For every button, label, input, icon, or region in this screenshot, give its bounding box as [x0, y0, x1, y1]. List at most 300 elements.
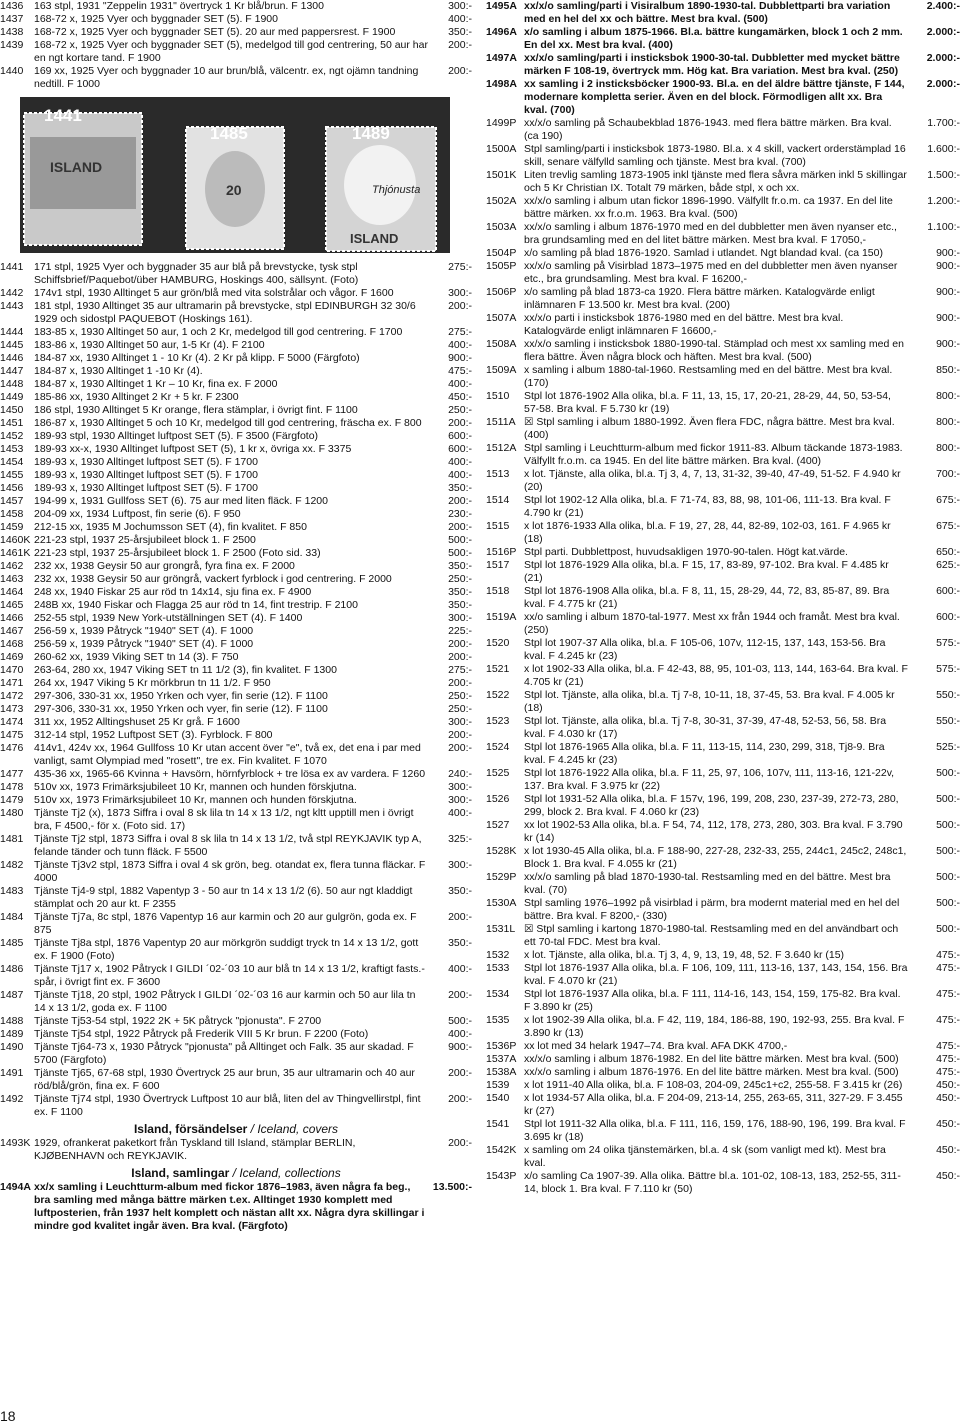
lot-row — [486, 1053, 960, 1066]
lot-description: Stpl lot 1876-1937 Alla olika, bl.a. F 111, 114-16, 143, 154, 159, 175-82. Bra kval. F 3.890 kr (25) — [524, 988, 901, 1013]
lot-description: Stpl lot 1902-12 Alla olika, bl.a. F 71-74, 83, 88, 98, 101-06, 111-13. Bra kval. F 4.790 kr (21) — [524, 494, 891, 519]
lot-description: x samling om 24 olika tjänstemärken, bl.a. 4 sk (som vanligt med kt). Mest bra kval. — [524, 1144, 886, 1169]
lot-price: 475:- — [448, 365, 472, 377]
lot-price: 300:- — [448, 0, 472, 12]
lot-price: 550:- — [936, 689, 960, 701]
lot-description: xx/o samling i album 1870-tal-1977. Mest xx från 1944 och framåt. Mest bra kval. (250) — [524, 611, 900, 636]
lot-row — [486, 442, 960, 468]
lot-price: 650:- — [936, 546, 960, 558]
lot-description: x/o samling i album 1875-1966. Bl.a. bättre kungamärken, block 1 och 2 mm. En del xx. Mest bra kval. (400) — [524, 26, 903, 51]
lot-number: 1467 — [0, 625, 24, 637]
lot-description: 248 xx, 1940 Fiskar 25 aur röd tn 14x14, sju fina ex. F 4900 — [34, 586, 312, 598]
lot-number: 1535 — [486, 1014, 510, 1026]
lot-number: 1474 — [0, 716, 24, 728]
lot-description: Tjänste Tj64-73 x, 1930 Påtryck "pjonusta" på Alltinget och Falk. 35 aur skadad. F 5700 (Färgfoto) — [34, 1041, 414, 1066]
lot-price: 250:- — [448, 404, 472, 416]
lot-row — [486, 195, 960, 221]
lot-number: 1512A — [486, 442, 517, 454]
lot-price: 900:- — [936, 286, 960, 298]
lot-price: 200:- — [448, 651, 472, 663]
lot-price: 200:- — [448, 417, 472, 429]
photo-label-1489: 1489 — [352, 124, 390, 143]
lot-row — [0, 729, 472, 742]
lot-description: Stpl lot 1876-1965 Alla olika, bl.a. F 11, 113-15, 114, 230, 299, 318, Tj8-9. Bra kval. F 4.245 kr (23) — [524, 741, 885, 766]
lot-price: 350:- — [448, 482, 472, 494]
right-column — [486, 0, 960, 1196]
lot-number: 1505P — [486, 260, 517, 272]
lot-description: 248B xx, 1940 Fiskar och Flagga 25 aur röd tn 14, fint trestrip. F 2100 — [34, 599, 358, 611]
lot-number: 1495A — [486, 0, 517, 12]
lot-row — [486, 247, 960, 260]
lot-description: 185-86 xx, 1930 Alltinget 2 Kr + 5 kr. F 2300 — [34, 391, 239, 403]
lot-description: x lot. Tjänste, alla olika, bl.a. Tj 3, 4, 9, 13, 19, 48, 52. F 3.640 kr (15) — [524, 949, 845, 961]
lot-row — [0, 0, 472, 13]
stamp-photo-image — [0, 97, 472, 253]
lot-price: 1.700:- — [927, 117, 960, 129]
lot-row — [0, 885, 472, 911]
lot-row — [0, 989, 472, 1015]
lot-price: 300:- — [448, 794, 472, 806]
lot-number: 1450 — [0, 404, 24, 416]
lot-number: 1489 — [0, 1028, 24, 1040]
lot-description: 435-36 xx, 1965-66 Kvinna + Havsörn, hörnfyrblock + tre lösa ex av vardera. F 1260 — [34, 768, 426, 780]
lot-number: 1517 — [486, 559, 510, 571]
lot-price: 200:- — [448, 65, 472, 77]
lot-price: 675:- — [936, 494, 960, 506]
lot-price: 475:- — [936, 1066, 960, 1078]
lot-price: 300:- — [448, 859, 472, 871]
lot-description: xx lot med 34 helark 1947–74. Bra kval. AFA DKK 4700,- — [524, 1040, 788, 1052]
lot-row — [486, 312, 960, 338]
lot-description: xx/x/o samling i album 1876-1976. En del lite bättre märken. Mest bra kval. (500) — [524, 1066, 899, 1078]
lot-description: 186 stpl, 1930 Alltinget 5 Kr orange, flera stämplar, i övrigt fint. F 1100 — [34, 404, 358, 416]
lot-number: 1497A — [486, 52, 517, 64]
lot-price: 275:- — [448, 261, 472, 273]
lot-description: xx/x/o samling på Schaubekblad 1876-1943. med flera bättre märken. Bra kval. (ca 190) — [524, 117, 892, 142]
lot-description: x samling i album 1880-tal-1960. Restsamling med en del bättre. Mest bra kval. (170) — [524, 364, 893, 389]
lot-row — [0, 443, 472, 456]
lot-description: 297-306, 330-31 xx, 1950 Yrken och vyer, fin serie (12). F 1100 — [34, 690, 328, 702]
lot-row — [486, 1014, 960, 1040]
lot-row — [0, 586, 472, 599]
lot-number: 1496A — [486, 26, 517, 38]
lot-description: 232 xx, 1938 Geysir 50 aur grongrå, fyra fina ex. F 2000 — [34, 560, 295, 572]
lot-description: 184-87 x, 1930 Alltinget 1 Kr – 10 Kr, fina ex. F 2000 — [34, 378, 278, 390]
lot-description: 189-93 x, 1930 Alltinget luftpost SET (5). F 1700 — [34, 456, 258, 468]
lot-row — [486, 26, 960, 52]
lot-description: 256-59 x, 1939 Påtryck "1940" SET (4). F 1000 — [34, 625, 254, 637]
lot-row — [0, 417, 472, 430]
lot-price: 600:- — [448, 443, 472, 455]
lot-row — [0, 1028, 472, 1041]
lot-row — [0, 1093, 472, 1119]
lot-description: 311 xx, 1952 Alltingshuset 25 Kr grå. F 1600 — [34, 716, 240, 728]
lot-price: 200:- — [448, 1067, 472, 1079]
lot-price: 450:- — [936, 1170, 960, 1182]
lot-description: Stpl samling i Leuchtturm-album med fickor 1911-83. Album täckande 1873-1983. Välfyllt fr.o.m. ca 1945. En del lite bättre märken. Bra kval. (400) — [524, 442, 903, 467]
lot-number: 1521 — [486, 663, 510, 675]
lot-number: 1442 — [0, 287, 24, 299]
lot-price: 200:- — [448, 39, 472, 51]
lot-description: xx/x/o parti i insticksbok 1876-1980 med en del bättre. Mest bra kval. Katalogvärde enligt inlämnaren F 16600,- — [524, 312, 844, 337]
lot-row — [0, 690, 472, 703]
lot-price: 400:- — [448, 13, 472, 25]
lot-description: 204-09 xx, 1934 Luftpost, fin serie (6). F 950 — [34, 508, 241, 520]
lot-price: 325:- — [448, 833, 472, 845]
lot-description: xx/x/o samling i album 1876-1982. En del lite bättre märken. Mest bra kval. (500) — [524, 1053, 899, 1065]
lot-row — [486, 637, 960, 663]
lot-price: 250:- — [448, 573, 472, 585]
lot-price: 400:- — [448, 963, 472, 975]
lot-row — [0, 39, 472, 65]
lot-price: 575:- — [936, 663, 960, 675]
lot-price: 200:- — [448, 911, 472, 923]
lot-price: 300:- — [448, 612, 472, 624]
lot-number: 1470 — [0, 664, 24, 676]
lot-row — [486, 117, 960, 143]
lot-description: xx/x/o samling i album utan fickor 1896-1990. Välfyllt fr.o.m. ca 1937. En del lite bättre märken. xx fr.o.m. 1963. Bra kval. (500) — [524, 195, 893, 220]
lot-price: 625:- — [936, 559, 960, 571]
lot-description: 183-86 x, 1930 Alltinget 50 aur, 1-5 Kr (4). F 2100 — [34, 339, 265, 351]
lot-price: 475:- — [936, 962, 960, 974]
lot-number: 1476 — [0, 742, 24, 754]
lot-price: 500:- — [448, 534, 472, 546]
lot-number: 1448 — [0, 378, 24, 390]
lot-number: 1451 — [0, 417, 24, 429]
lot-description: 186-87 x, 1930 Alltinget 5 och 10 Kr, medelgod till god centrering, fräscha ex. F 800 — [34, 417, 422, 429]
lot-price: 900:- — [936, 260, 960, 272]
lot-row — [0, 508, 472, 521]
lot-price: 500:- — [448, 547, 472, 559]
lot-number: 1536P — [486, 1040, 517, 1052]
lot-price: 275:- — [448, 664, 472, 676]
lot-row — [486, 559, 960, 585]
lot-number: 1509A — [486, 364, 517, 376]
lot-description: x/o samling på blad 1873-ca 1920. Flera bättre märken. Katalogvärde enligt inlämnaren F 13.500 kr. Mest bra kval. (200) — [524, 286, 875, 311]
lot-row — [0, 833, 472, 859]
lot-description: Stpl samling 1976–1992 på visirblad i pärm, bra modernt material med en hel del bättre. Bra kval. F 8200,- (330) — [524, 897, 900, 922]
lot-description: 174v1 stpl, 1930 Alltinget 5 aur grön/blå med vita solstrålar och vågor. F 1600 — [34, 287, 394, 299]
lot-list-top — [0, 0, 472, 91]
lot-row — [486, 1092, 960, 1118]
lot-number: 1460K — [0, 534, 31, 546]
lot-price: 575:- — [936, 637, 960, 649]
lot-price: 850:- — [936, 364, 960, 376]
lot-number: 1543P — [486, 1170, 517, 1182]
lot-description: xx/x/o samling/parti i insticksbok 1900-30-tal. Dubbletter med mycket bättre märken F 108-19, övertryck mm. Hög kat. Bra variation. Mest bra kval. (250) — [524, 52, 900, 77]
lot-row — [0, 352, 472, 365]
lot-description: x lot 1876-1933 Alla olika, bl.a. F 19, 27, 28, 44, 82-89, 102-03, 161. F 4.965 kr (18) — [524, 520, 891, 545]
lot-price: 200:- — [448, 1093, 472, 1105]
lot-description: 263-64, 280 xx, 1947 Viking SET tn 11 1/2 (3), fin kvalitet. F 1300 — [34, 664, 337, 676]
lot-row — [486, 0, 960, 26]
lot-row — [486, 338, 960, 364]
lot-description: x lot 1911-40 Alla olika, bl.a. F 108-03, 204-09, 245c1+c2, 255-58. F 3.415 kr (26) — [524, 1079, 903, 1091]
lot-row — [0, 469, 472, 482]
lot-description: 252-55 stpl, 1939 New York-utställningen SET (4). F 1400 — [34, 612, 303, 624]
lot-description: Tjänste Tj74 stpl, 1930 Övertryck Luftpost 10 aur blå, liten del av Thingvellirstpl, fint ex. F 1100 — [34, 1093, 421, 1118]
lot-number: 1458 — [0, 508, 24, 520]
lot-row — [486, 520, 960, 546]
lot-price: 350:- — [448, 26, 472, 38]
left-column — [0, 0, 472, 1233]
lot-price: 350:- — [448, 586, 472, 598]
lot-row — [0, 794, 472, 807]
lot-number: 1528K — [486, 845, 517, 857]
lot-description: x lot 1934-57 Alla olika, bl.a. F 204-09, 213-14, 255, 263-65, 311, 327-29. F 3.455 kr (27) — [524, 1092, 903, 1117]
lot-row — [0, 911, 472, 937]
lot-number: 1524 — [486, 741, 510, 753]
lot-description: Stpl samling/parti i insticksbok 1873-1980. Bl.a. x 4 skill, vackert orderstämplad 16 skill, senare välfylld samling och tjänste. Mest bra kval. (700) — [524, 143, 906, 168]
lot-number: 1438 — [0, 26, 24, 38]
lot-price: 525:- — [936, 741, 960, 753]
lot-number: 1446 — [0, 352, 24, 364]
lot-price: 200:- — [448, 742, 472, 754]
lot-row — [0, 534, 472, 547]
stamp-text-1489: ISLAND — [350, 231, 399, 246]
lot-number: 1484 — [0, 911, 24, 923]
lot-row — [0, 365, 472, 378]
lot-row — [486, 663, 960, 689]
lot-price: 200:- — [448, 521, 472, 533]
photo-label-1441: 1441 — [44, 106, 82, 125]
lot-row — [0, 859, 472, 885]
lot-number: 1537A — [486, 1053, 517, 1065]
lot-row — [0, 1181, 472, 1233]
lot-number: 1441 — [0, 261, 24, 273]
lot-row — [0, 807, 472, 833]
lot-number: 1443 — [0, 300, 24, 312]
lot-price: 600:- — [936, 585, 960, 597]
lot-description: Tjänste Tj54 stpl, 1922 Påtryck på Frederik VIII 5 Kr brun. F 2200 (Foto) — [34, 1028, 369, 1040]
lot-number: 1488 — [0, 1015, 24, 1027]
lot-price: 250:- — [448, 690, 472, 702]
lot-price: 2.000:- — [926, 78, 960, 90]
lot-price: 475:- — [936, 1014, 960, 1026]
photo-label-1485: 1485 — [210, 124, 248, 143]
lot-row — [0, 287, 472, 300]
lot-description: Tjänste Tj3v2 stpl, 1873 Siffra i oval 4 sk grön, beg. otandat ex, flera tunna fläckar. F 4000 — [34, 859, 426, 884]
lot-row — [486, 221, 960, 247]
lot-number: 1522 — [486, 689, 510, 701]
lot-number: 1503A — [486, 221, 517, 233]
lot-number: 1463 — [0, 573, 24, 585]
lot-description: 184-87 x, 1930 Alltinget 1 -10 Kr (4). — [34, 365, 203, 377]
lot-row — [486, 260, 960, 286]
lot-price: 350:- — [448, 937, 472, 949]
lot-price: 500:- — [936, 897, 960, 909]
lot-price: 400:- — [448, 339, 472, 351]
lot-row — [486, 845, 960, 871]
lot-row — [486, 416, 960, 442]
lot-description: x lot 1902-33 Alla olika, bl.a. F 42-43, 88, 95, 101-03, 113, 144, 163-64. Bra kval. F 4.705 kr (21) — [524, 663, 908, 688]
lot-number: 1513 — [486, 468, 510, 480]
lot-price: 475:- — [936, 1053, 960, 1065]
lot-row — [486, 390, 960, 416]
lot-number: 1469 — [0, 651, 24, 663]
lot-description: Stpl lot 1907-37 Alla olika, bl.a. F 105-06, 107v, 112-15, 137, 143, 153-56. Bra kval. F 4.245 kr (23) — [524, 637, 886, 662]
lot-description: ☒ Stpl samling i kartong 1870-1980-tal. Restsamling med en del användbart och ett 70-tal FDC. Mest bra kval. — [524, 923, 899, 948]
lot-price: 475:- — [936, 1040, 960, 1052]
stamp-overprint-1489: Thjónusta — [372, 184, 421, 196]
lot-price: 400:- — [448, 1028, 472, 1040]
lot-number: 1444 — [0, 326, 24, 338]
lot-description: 168-72 x, 1925 Vyer och byggnader SET (5). 20 aur med pappersrest. F 1900 — [34, 26, 396, 38]
lot-row — [486, 52, 960, 78]
lot-number: 1468 — [0, 638, 24, 650]
lot-number: 1498A — [486, 78, 517, 90]
lot-number: 1491 — [0, 1067, 24, 1079]
lot-price: 200:- — [448, 1137, 472, 1149]
lot-description: 189-93 x, 1930 Alltinget luftpost SET (5). F 1700 — [34, 482, 258, 494]
lot-number: 1529P — [486, 871, 517, 883]
lot-price: 500:- — [448, 1015, 472, 1027]
lot-number: 1473 — [0, 703, 24, 715]
lot-row — [0, 547, 472, 560]
lot-number: 1472 — [0, 690, 24, 702]
lot-number: 1520 — [486, 637, 510, 649]
lot-number: 1518 — [486, 585, 510, 597]
lot-description: x lot 1930-45 Alla olika, bl.a. F 188-90, 227-28, 232-33, 255, 244c1, 245c2, 248c1, Block 1. Bra kval. F 4.055 kr (21) — [524, 845, 907, 870]
lot-price: 350:- — [448, 599, 472, 611]
lot-row — [0, 482, 472, 495]
lot-row — [486, 741, 960, 767]
lot-number: 1490 — [0, 1041, 24, 1053]
lot-number: 1504P — [486, 247, 517, 259]
lot-description: 221-23 stpl, 1937 25-årsjubileet block 1. F 2500 — [34, 534, 256, 546]
lot-price: 300:- — [448, 781, 472, 793]
lot-description: 256-59 x, 1939 Påtryck "1940" SET (4). F 1000 — [34, 638, 254, 650]
stamp-photo — [0, 97, 472, 253]
lot-description: Tjänste Tj17 x, 1902 Påtryck I GILDI ´02-´03 10 aur blå tn 14 x 13 1/2, kraftigt fasts.-spår, i övrigt fint ex. F 3600 — [34, 963, 425, 988]
lot-price: 500:- — [936, 793, 960, 805]
lot-description: xx/x/o samling på blad 1870-1930-tal. Restsamling med en del bättre. Mest bra kval. (70) — [524, 871, 891, 896]
lot-number: 1475 — [0, 729, 24, 741]
lot-row — [0, 13, 472, 26]
lot-price: 675:- — [936, 520, 960, 532]
lot-number: 1485 — [0, 937, 24, 949]
lot-row — [0, 638, 472, 651]
lot-price: 450:- — [936, 1092, 960, 1104]
lot-row — [486, 286, 960, 312]
lot-row — [0, 664, 472, 677]
lot-number: 1523 — [486, 715, 510, 727]
lot-number: 1483 — [0, 885, 24, 897]
lot-description: 171 stpl, 1925 Vyer och byggnader 35 aur blå på brevstycke, tysk stpl Schiffsbrief/Paquebot/über HAMBURG, Hoskings 400, sällsynt. (Foto) — [34, 261, 359, 286]
lot-row — [486, 494, 960, 520]
lot-row — [0, 1067, 472, 1093]
lot-number: 1471 — [0, 677, 24, 689]
lot-number: 1507A — [486, 312, 517, 324]
lot-price: 200:- — [448, 495, 472, 507]
lot-description: Liten trevlig samling 1873-1905 inkl tjänste med flera såvra märken inkl 5 skillingar och 5 Kr Christian IX. Totalt 79 märken, både stpl, x och xx. — [524, 169, 907, 194]
lot-number: 1501K — [486, 169, 517, 181]
lot-description: 1929, ofrankerat paketkort från Tyskland till Island, stämplar BERLIN, KJØBENHAVN och REYKJAVIK. — [34, 1137, 356, 1162]
lot-row — [0, 716, 472, 729]
lot-row — [486, 1040, 960, 1053]
lot-number: 1531L — [486, 923, 516, 935]
lot-price: 300:- — [448, 716, 472, 728]
lot-price: 1.100:- — [927, 221, 960, 233]
lot-row — [0, 404, 472, 417]
lot-number: 1477 — [0, 768, 24, 780]
lot-price: 200:- — [448, 300, 472, 312]
lot-price: 400:- — [448, 469, 472, 481]
lot-row — [0, 781, 472, 794]
lot-description: Tjänste Tj18, 20 stpl, 1902 Påtryck I GILDI ´02-´03 16 aur karmin och 50 aur lila tn 14 x 13 1/2, goda ex. F 1100 — [34, 989, 416, 1014]
lot-price: 200:- — [448, 729, 472, 741]
lot-number: 1480 — [0, 807, 24, 819]
lot-row — [486, 819, 960, 845]
lot-row — [0, 937, 472, 963]
lot-description: Stpl lot 1876-1908 Alla olika, bl.a. F 8, 11, 15, 28-29, 44, 72, 83, 85-87, 89. Bra kval. F 4.775 kr (21) — [524, 585, 890, 610]
lot-price: 225:- — [448, 625, 472, 637]
lot-description: 168-72 x, 1925 Vyer och byggnader SET (5). F 1900 — [34, 13, 278, 25]
lot-row — [0, 573, 472, 586]
lot-price: 500:- — [936, 845, 960, 857]
lot-number: 1481 — [0, 833, 24, 845]
lot-number: 1464 — [0, 586, 24, 598]
lot-price: 450:- — [936, 1144, 960, 1156]
lot-description: 260-62 xx, 1939 Viking SET tn 14 (3). F 750 — [34, 651, 239, 663]
lot-number: 1508A — [486, 338, 517, 350]
lot-description: 297-306, 330-31 xx, 1950 Yrken och vyer, fin serie (12). F 1100 — [34, 703, 328, 715]
stamp-text-1485: 20 — [226, 182, 242, 198]
lot-number: 1449 — [0, 391, 24, 403]
lot-list-collections — [0, 1181, 472, 1233]
lot-row — [0, 768, 472, 781]
lot-number: 1462 — [0, 560, 24, 572]
lot-price: 230:- — [448, 508, 472, 520]
lot-row — [0, 742, 472, 768]
lot-description: 414v1, 424v xx, 1964 Gullfoss 10 Kr utan accent över "e", två ex, det ena i par med vanligt, samt Olympiad med "rosett", tre ex. Fin kvalitet. F 1070 — [34, 742, 421, 767]
lot-number: 1459 — [0, 521, 24, 533]
lot-description: x/o samling på blad 1876-1920. Samlad i utlandet. Ngt blandad kval. (ca 150) — [524, 247, 883, 259]
lot-row — [486, 585, 960, 611]
lot-number: 1479 — [0, 794, 24, 806]
lot-price: 200:- — [448, 677, 472, 689]
lot-description: Stpl lot 1911-32 Alla olika, bl.a. F 111, 116, 159, 176, 188-90, 196, 199. Bra kval. F 3.695 kr (18) — [524, 1118, 906, 1143]
lot-number: 1538A — [486, 1066, 517, 1078]
lot-number: 1456 — [0, 482, 24, 494]
lot-price: 900:- — [448, 1041, 472, 1053]
lot-number: 1461K — [0, 547, 31, 559]
stamp-text-1441: ISLAND — [50, 159, 103, 175]
lot-number: 1487 — [0, 989, 24, 1001]
lot-price: 400:- — [448, 456, 472, 468]
lot-description: Stpl lot 1876-1937 Alla olika, bl.a. F 106, 109, 111, 113-16, 137, 143, 154, 156. Bra kval. F 4.070 kr (21) — [524, 962, 908, 987]
lot-price: 250:- — [448, 703, 472, 715]
lot-row — [0, 651, 472, 664]
lot-row — [0, 326, 472, 339]
lot-row — [486, 546, 960, 559]
lot-number: 1447 — [0, 365, 24, 377]
lot-number: 1511A — [486, 416, 516, 428]
lot-description: 232 xx, 1938 Geysir 50 aur gröngrå, vackert fyrblock i god centrering. F 2000 — [34, 573, 392, 585]
lot-number: 1492 — [0, 1093, 24, 1105]
lot-number: 1500A — [486, 143, 517, 155]
lot-number: 1440 — [0, 65, 24, 77]
lot-row — [0, 703, 472, 716]
lot-description: xx lot 1902-53 Alla olika, bl.a. F 54, 74, 112, 178, 273, 280, 303. Bra kval. F 3.790 kr (14) — [524, 819, 903, 844]
lot-row — [0, 1137, 472, 1163]
lot-row — [486, 897, 960, 923]
lot-price: 400:- — [448, 807, 472, 819]
lot-number: 1494A — [0, 1181, 31, 1193]
lot-description: 168-72 x, 1925 Vyer och byggnader SET (5), medelgod till god centrering, 50 aur har en ngt kortare tand. F 1900 — [34, 39, 428, 64]
lot-price: 350:- — [448, 885, 472, 897]
lot-row — [0, 261, 472, 287]
